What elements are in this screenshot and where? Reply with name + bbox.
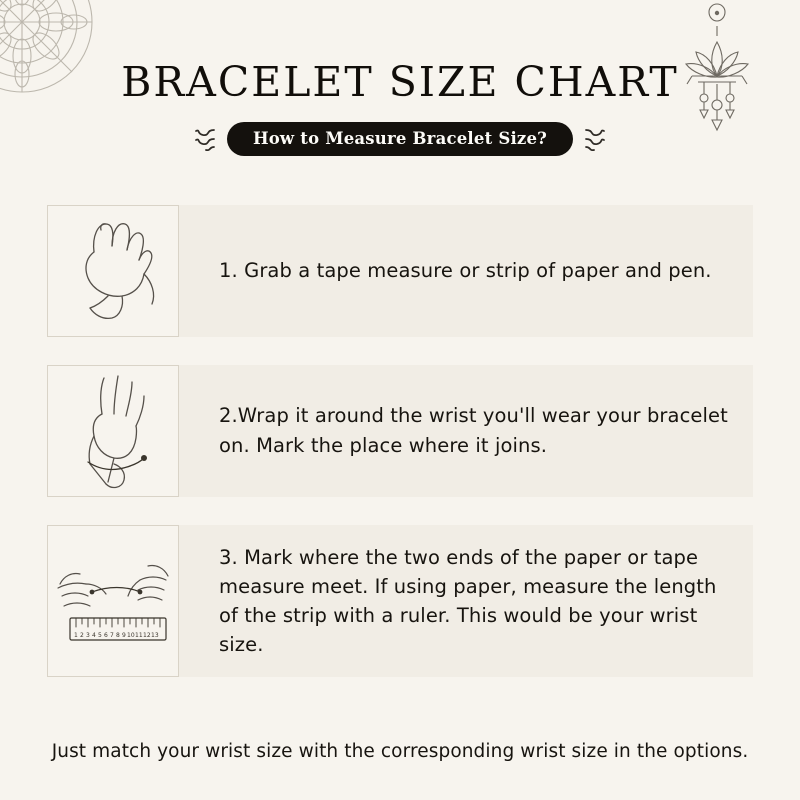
swirl-ornament [582, 126, 608, 152]
svg-text:5: 5 [98, 632, 102, 639]
wrist-wrapped-with-tape-illustration [47, 365, 179, 497]
list-item [47, 365, 753, 497]
svg-text:13: 13 [151, 632, 159, 639]
page-title: BRACELET SIZE CHART [121, 58, 679, 106]
list-item [47, 205, 753, 337]
svg-text:6: 6 [104, 632, 108, 639]
svg-text:3: 3 [86, 632, 90, 639]
step-text: 2.Wrap it around the wrist you'll wear your bracelet on. Mark the place where it joins. [219, 403, 728, 457]
svg-text:2: 2 [80, 632, 84, 639]
subtitle-pill: How to Measure Bracelet Size? [227, 122, 573, 156]
step-text: 3. Mark where the two ends of the paper or tape measure meet. If using paper, measure the length of the strip with a ruler. This would be your wrist size. [219, 545, 717, 657]
subtitle-row [0, 122, 800, 156]
svg-text:9: 9 [122, 632, 126, 639]
svg-text:8: 8 [116, 632, 120, 639]
steps-list [0, 205, 800, 705]
svg-text:10: 10 [127, 632, 135, 639]
svg-text:1: 1 [74, 632, 78, 639]
ruler-measuring-strip-illustration [47, 525, 179, 677]
step-text: 1. Grab a tape measure or strip of paper and pen. [219, 258, 712, 282]
svg-text:4: 4 [92, 632, 96, 639]
swirl-ornament [192, 126, 218, 152]
hand-with-tape-measure-illustration [47, 205, 179, 337]
svg-text:11: 11 [135, 632, 143, 639]
svg-text:7: 7 [110, 632, 114, 639]
footer-note: Just match your wrist size with the corresponding wrist size in the options. [51, 741, 749, 762]
svg-text:12: 12 [143, 632, 151, 639]
list-item [47, 525, 753, 677]
